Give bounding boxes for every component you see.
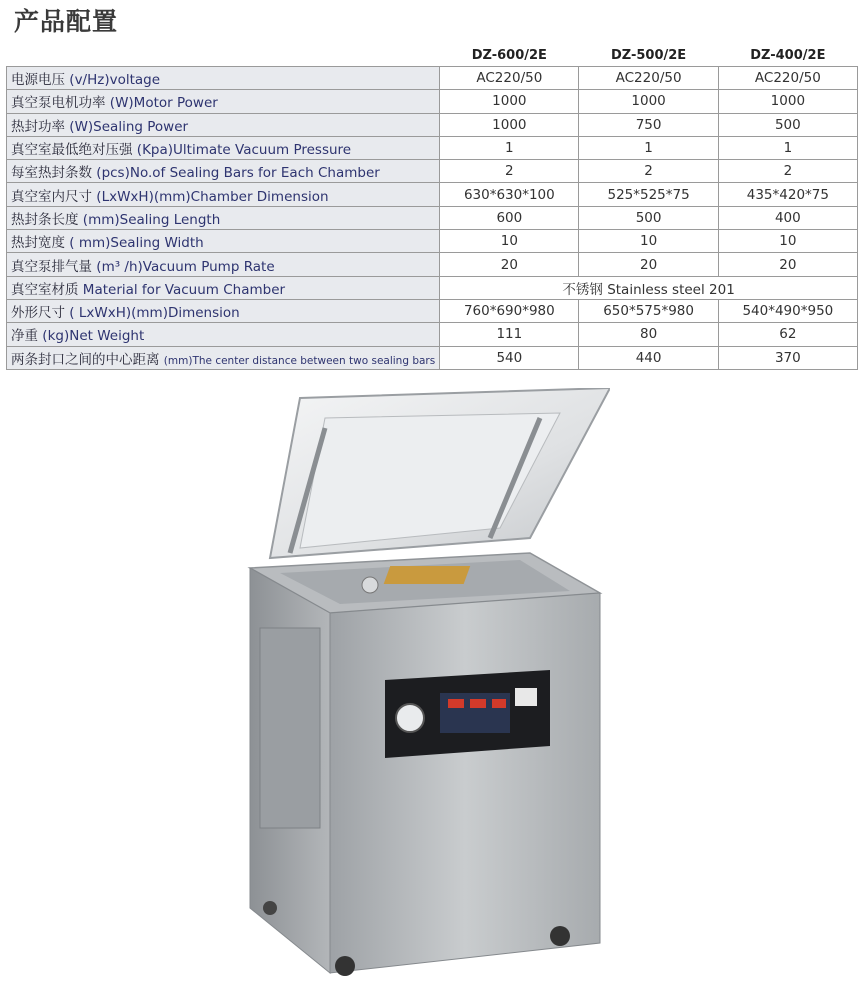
- spec-label-en: (W)Motor Power: [109, 95, 218, 112]
- spec-value: 600: [440, 206, 579, 229]
- spec-value: 1000: [440, 113, 579, 136]
- spec-row: [7, 183, 858, 206]
- spec-label: [7, 206, 440, 229]
- spec-value: 111: [440, 323, 579, 346]
- spec-label-en: (mm)The center distance between two sealing bars: [163, 354, 436, 367]
- spec-label-en: (LxWxH)(mm)Chamber Dimension: [96, 188, 329, 205]
- spec-row: [7, 67, 858, 90]
- spec-row: [7, 253, 858, 276]
- spec-value: 80: [579, 323, 718, 346]
- spec-value: 1: [718, 136, 857, 159]
- spec-label: [7, 230, 440, 253]
- model-header: DZ-400/2E: [750, 47, 826, 63]
- spec-value: 2: [718, 160, 857, 183]
- spec-label-zh: 净重: [11, 328, 43, 345]
- model-header: DZ-600/2E: [471, 47, 547, 63]
- spec-label-zh: 外形尺寸: [11, 305, 70, 322]
- spec-value: 10: [718, 230, 857, 253]
- spec-value: 500: [579, 206, 718, 229]
- spec-label-en: (mm)Sealing Length: [82, 211, 221, 228]
- spec-label-zh: 热封功率: [11, 118, 70, 135]
- spec-value: 1000: [440, 90, 579, 113]
- spec-label-en: ( LxWxH)(mm)Dimension: [69, 305, 240, 322]
- spec-label-en: (v/Hz)voltage: [69, 72, 161, 89]
- spec-value: 20: [579, 253, 718, 276]
- spec-row: [7, 299, 858, 322]
- spec-label: [7, 136, 440, 159]
- spec-value-merged: 不锈钢 Stainless steel 201: [440, 276, 858, 299]
- table-header-row: [7, 44, 858, 67]
- spec-value: 2: [440, 160, 579, 183]
- spec-value: 440: [579, 346, 718, 369]
- spec-value: 500: [718, 113, 857, 136]
- spec-value: 20: [718, 253, 857, 276]
- spec-label-en: (Kpa)Ultimate Vacuum Pressure: [136, 142, 352, 159]
- spec-table: [6, 44, 858, 370]
- spec-value: 750: [579, 113, 718, 136]
- spec-row: [7, 346, 858, 369]
- spec-label-en: Material for Vacuum Chamber: [82, 281, 286, 298]
- spec-value: 525*525*75: [579, 183, 718, 206]
- spec-label: [7, 253, 440, 276]
- spec-value: 1: [440, 136, 579, 159]
- spec-value: 370: [718, 346, 857, 369]
- spec-label-zh: 真空泵排气量: [11, 258, 97, 275]
- spec-label-zh: 电源电压: [11, 72, 70, 89]
- spec-value: 20: [440, 253, 579, 276]
- header-blank: [7, 44, 440, 67]
- spec-value: AC220/50: [718, 67, 857, 90]
- spec-label-en: (m³ /h)Vacuum Pump Rate: [96, 258, 275, 275]
- spec-value: AC220/50: [440, 67, 579, 90]
- spec-row: [7, 206, 858, 229]
- spec-value: 10: [579, 230, 718, 253]
- spec-value: 540*490*950: [718, 299, 857, 322]
- page-title: 产品配置: [14, 7, 119, 36]
- spec-value: 760*690*980: [440, 299, 579, 322]
- spec-row: [7, 276, 858, 299]
- model-header: DZ-500/2E: [610, 47, 687, 63]
- spec-label-en: ( mm)Sealing Width: [69, 235, 204, 252]
- spec-label: [7, 346, 440, 369]
- spec-label: [7, 183, 440, 206]
- spec-label: [7, 323, 440, 346]
- spec-value: 435*420*75: [718, 183, 857, 206]
- spec-label-en: (W)Sealing Power: [69, 118, 189, 135]
- spec-row: [7, 323, 858, 346]
- spec-label: [7, 113, 440, 136]
- spec-row: [7, 113, 858, 136]
- spec-label-zh: 热封条长度: [11, 211, 83, 228]
- spec-label: [7, 160, 440, 183]
- spec-row: [7, 160, 858, 183]
- spec-value: 2: [579, 160, 718, 183]
- spec-label-zh: 真空室材质: [11, 281, 83, 298]
- spec-value: 650*575*980: [579, 299, 718, 322]
- vacuum-packaging-machine-image: [230, 388, 610, 988]
- spec-row: [7, 230, 858, 253]
- spec-label: [7, 90, 440, 113]
- spec-label-zh: 真空室内尺寸: [11, 188, 97, 205]
- spec-value: 1: [579, 136, 718, 159]
- spec-value: 1000: [718, 90, 857, 113]
- spec-label: [7, 276, 440, 299]
- spec-value: 630*630*100: [440, 183, 579, 206]
- spec-label-zh: 每室热封条数: [11, 165, 97, 182]
- spec-value: 1000: [579, 90, 718, 113]
- spec-row: [7, 90, 858, 113]
- spec-label-zh: 真空室最低绝对压强: [11, 142, 137, 159]
- spec-value: AC220/50: [579, 67, 718, 90]
- spec-row: [7, 136, 858, 159]
- spec-label: [7, 299, 440, 322]
- spec-value: 400: [718, 206, 857, 229]
- spec-label-en: (kg)Net Weight: [42, 328, 145, 345]
- spec-label-en: (pcs)No.of Sealing Bars for Each Chamber: [96, 165, 380, 182]
- spec-label: [7, 67, 440, 90]
- spec-label-zh: 真空泵电机功率: [11, 95, 110, 112]
- spec-value: 62: [718, 323, 857, 346]
- spec-label-zh: 两条封口之间的中心距离: [11, 351, 164, 368]
- spec-value: 540: [440, 346, 579, 369]
- spec-value: 10: [440, 230, 579, 253]
- spec-label-zh: 热封宽度: [11, 235, 70, 252]
